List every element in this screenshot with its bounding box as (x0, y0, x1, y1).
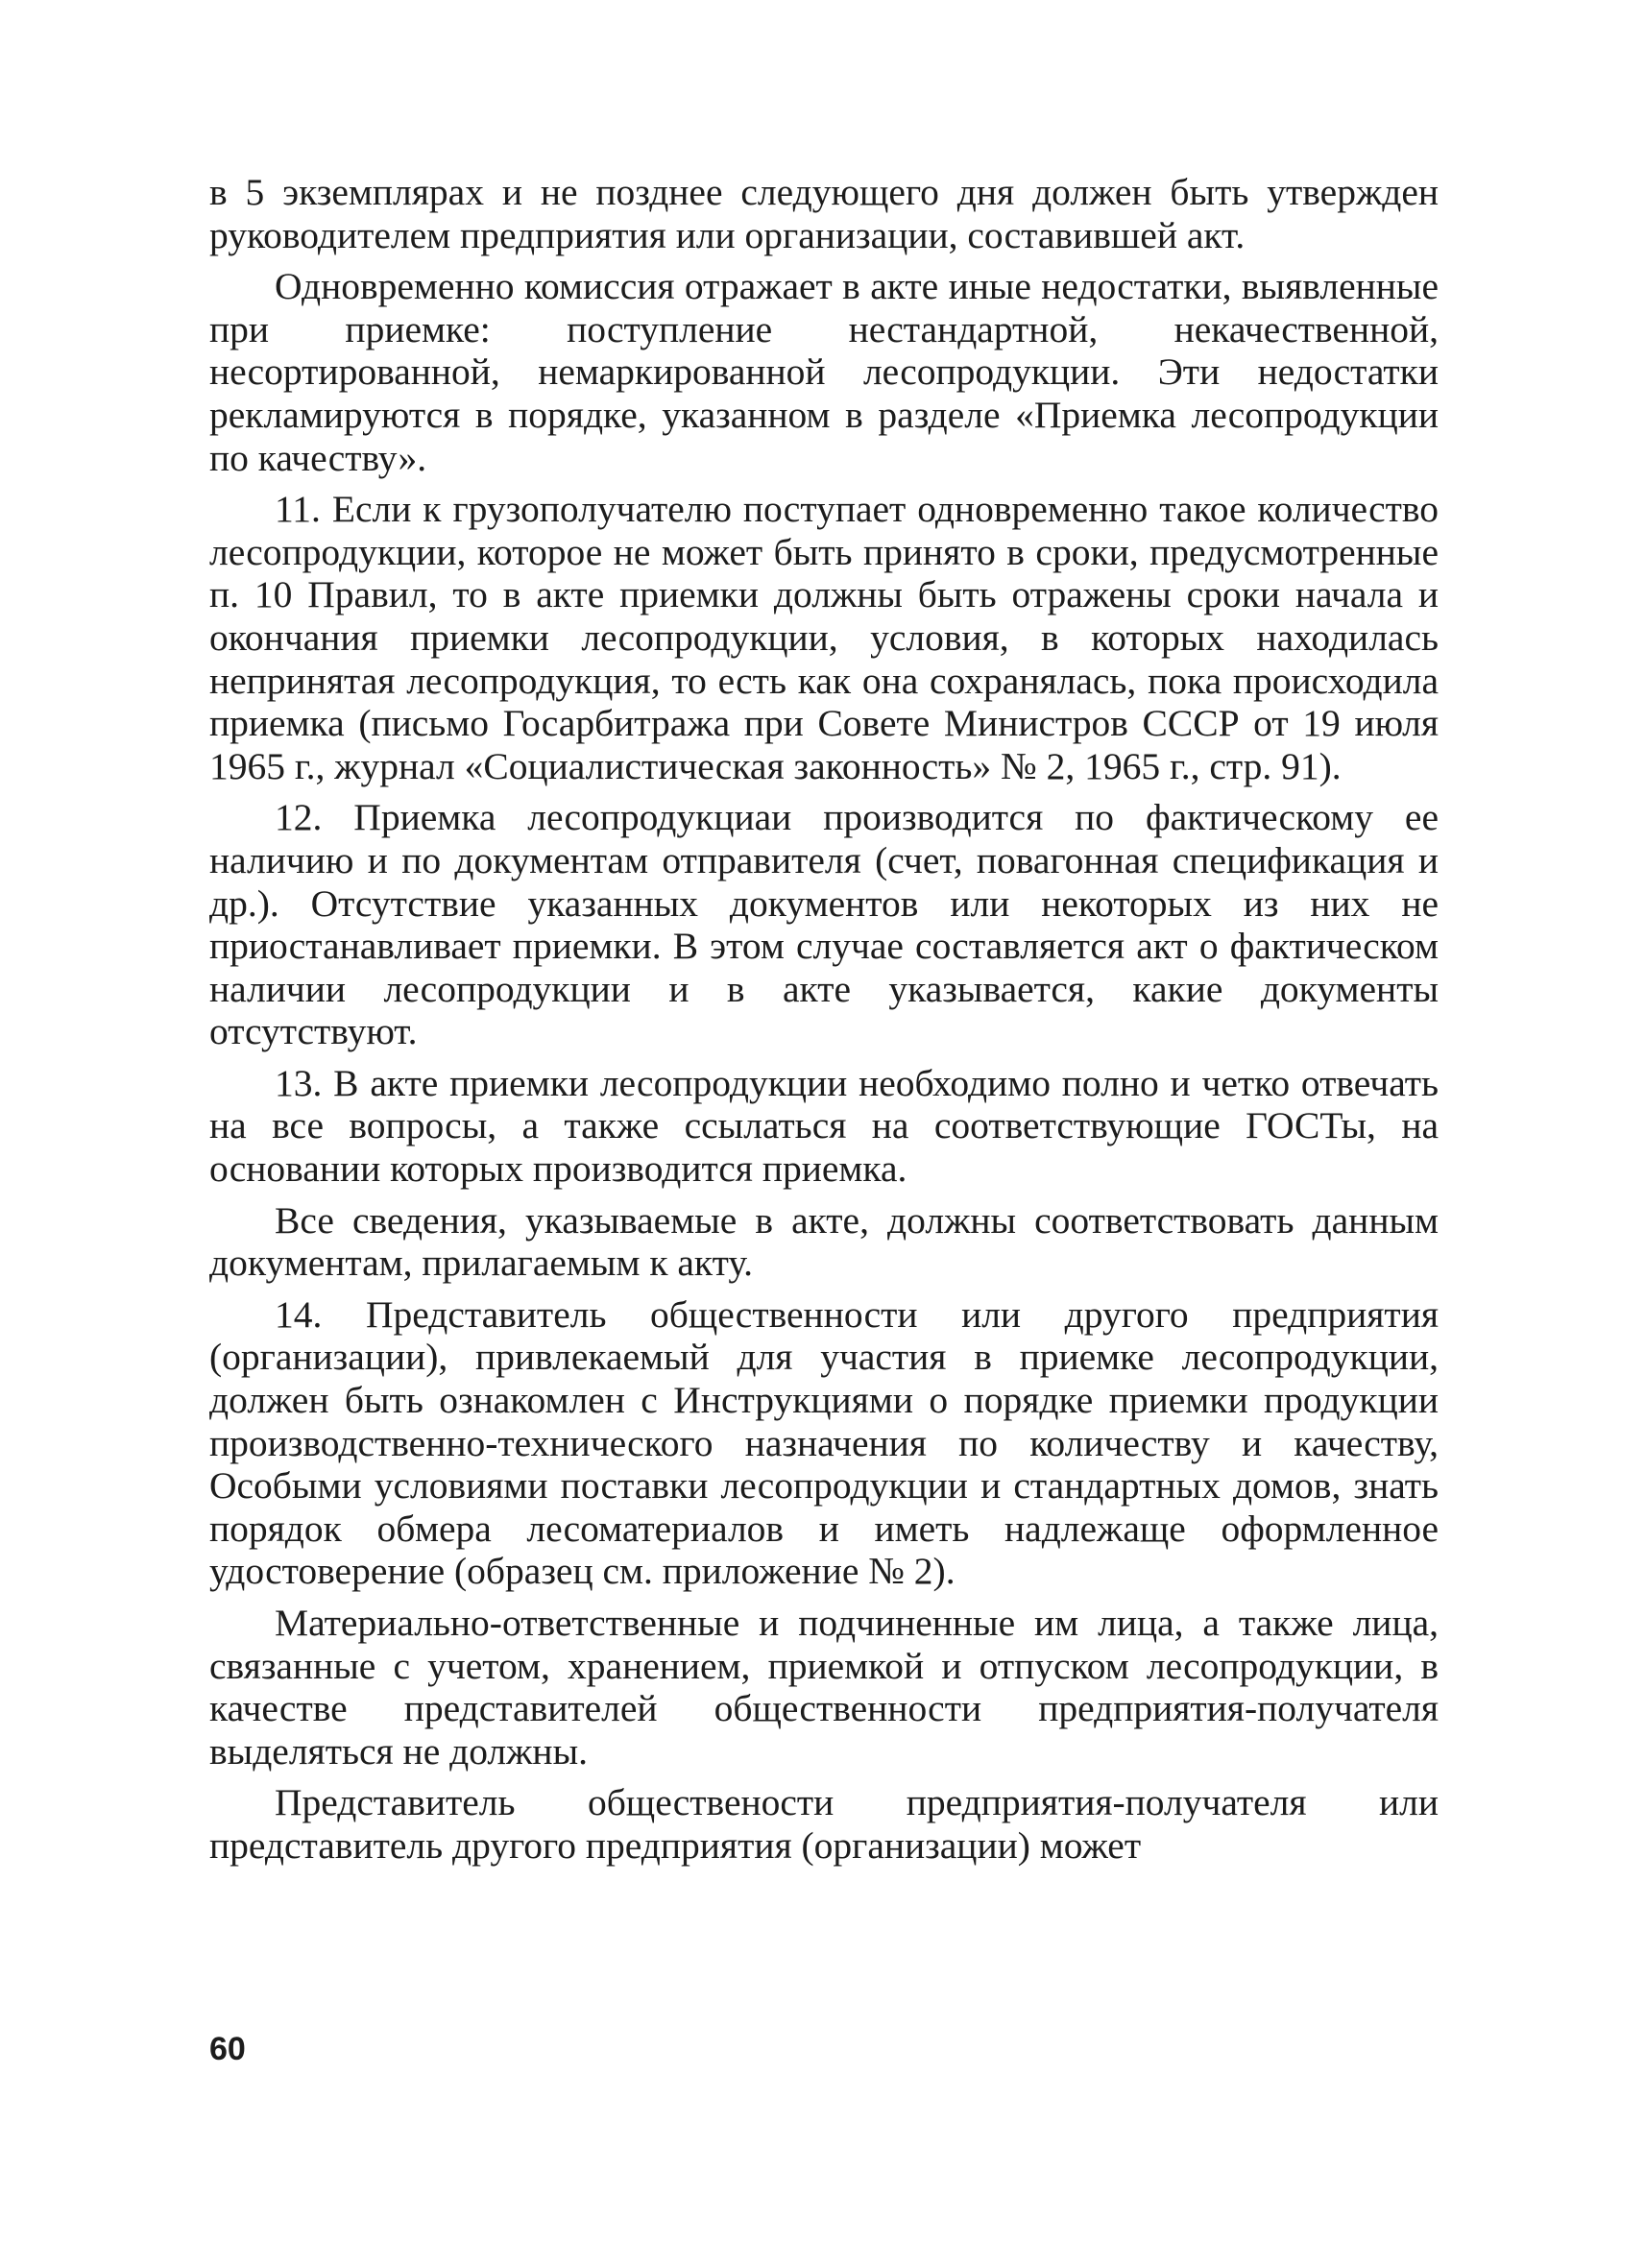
paragraph-item-13: 13. В акте приемки лесопродукции необходимо полно и четко отвечать на все вопросы, а также ссылаться на соответствующие ГОСТы, на основании которых производится приемка. (209, 1061, 1439, 1191)
paragraph-continuation: в 5 экземплярах и не позднее следующего дня должен быть утвержден руководителем предприятия или организации, составившей акт. (209, 171, 1439, 256)
body-text (209, 171, 1439, 1876)
paragraph-responsible-persons: Материально-ответственные и подчиненные им лица, а также лица, связанные с учетом, хранением, приемкой и отпуском лесопродукции, в качестве представителей общественности предприятия-получателя выделяться не должны. (209, 1602, 1439, 1773)
paragraph-item-14: 14. Представитель общественности или другого предприятия (организации), привлекаемый для участия в приемке лесопродукции, должен быть ознакомлен с Инструкциями о порядке приемки продукции производственно-технического назначения по количеству и качеству, Особыми условиями поставки лесопродукции и стандартных домов, знать порядок обмера лесоматериалов и иметь надлежаще оформленное удостоверение (образец см. приложение № 2). (209, 1292, 1439, 1593)
paragraph-representative: Представитель общественоcти предприятия-получателя или представитель другого предприятия (организации) может (209, 1781, 1439, 1867)
paragraph-item-12: 12. Приемка лесопродукциаи производится по фактическому ее наличию и по документам отправителя (счет, повагонная спецификация и др.). Отсутствие указанных документов или некоторых из них не приостанавливает приемки. В этом случае составляется акт о фактическом наличии лесопродукции и в акте указывается, какие документы отсутствуют. (209, 796, 1439, 1053)
paragraph-act-data: Все сведения, указываемые в акте, должны соответствовать данным документам, прилагаемым к акту. (209, 1198, 1439, 1285)
paragraph-item-11: 11. Если к грузополучателю поступает одновременно такое количество лесопродукции, которое не может быть принято в сроки, предусмотренные п. 10 Правил, то в акте приемки должны быть отражены сроки начала и окончания приемки лесопродукции, условия, в которых находилась непринятая лесопродукция, то есть как она сохранялась, пока происходила приемка (письмо Госарбитража при Совете Министров СССР от 19 июля 1965 г., журнал «Социалистическая законность» № 2, 1965 г., стр. 91). (209, 488, 1439, 787)
page-number: 60 (209, 2031, 246, 2067)
paragraph-commission-defects: Одновременно комиссия отражает в акте иные недостатки, выявленные при приемке: поступление нестандартной, некачественной, несортированной, немаркированной лесопродукции. Эти недостатки рекламируются в порядке, указанном в разделе «Приемка лесопродукции по качеству». (209, 265, 1439, 479)
